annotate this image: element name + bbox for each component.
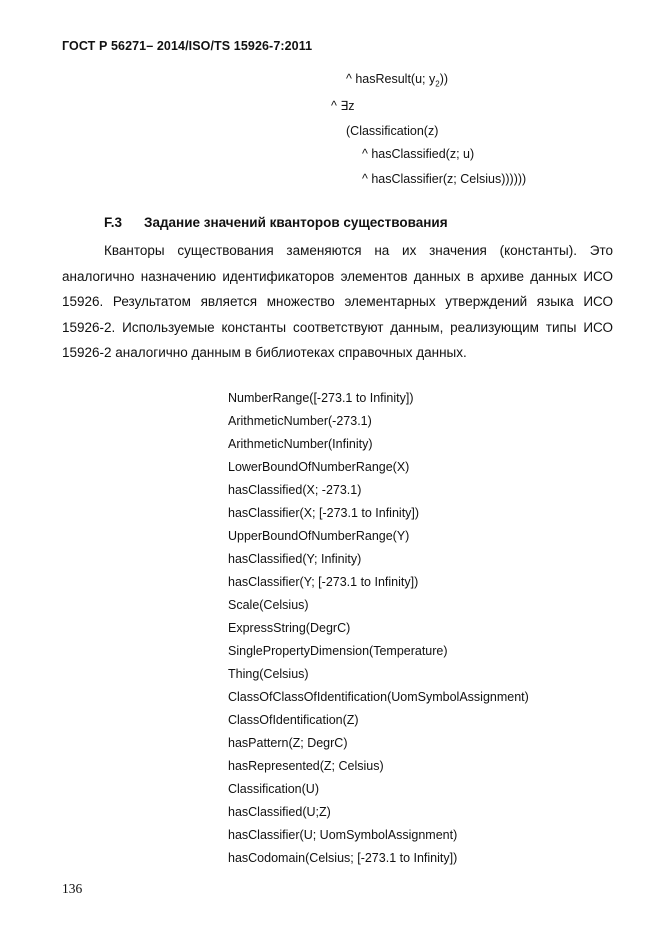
formula-line-classification: (Classification(z) bbox=[346, 124, 439, 138]
statement-list bbox=[228, 387, 529, 870]
list-item: ArithmeticNumber(Infinity) bbox=[228, 437, 373, 451]
list-item: Thing(Celsius) bbox=[228, 667, 309, 681]
list-item: ClassOfClassOfIdentification(UomSymbolAssignment) bbox=[228, 690, 529, 704]
list-item: NumberRange([-273.1 to Infinity]) bbox=[228, 391, 414, 405]
list-item: hasClassified(X; -273.1) bbox=[228, 483, 362, 497]
formula-line-has-result bbox=[346, 72, 448, 89]
section-number: F.3 bbox=[104, 215, 123, 230]
formula-line-has-result-close: )) bbox=[439, 72, 449, 86]
list-item: hasCodomain(Celsius; [-273.1 to Infinity]) bbox=[228, 851, 458, 865]
list-item: Scale(Celsius) bbox=[228, 598, 309, 612]
list-item: hasClassifier(U; UomSymbolAssignment) bbox=[228, 828, 458, 842]
list-item: ClassOfIdentification(Z) bbox=[228, 713, 359, 727]
section-title: Задание значений кванторов существования bbox=[144, 215, 448, 230]
body-paragraph bbox=[62, 238, 613, 366]
list-item: SinglePropertyDimension(Temperature) bbox=[228, 644, 448, 658]
page-number: 136 bbox=[62, 881, 83, 896]
list-item: hasClassified(U;Z) bbox=[228, 805, 331, 819]
list-item: ArithmeticNumber(-273.1) bbox=[228, 414, 372, 428]
formula-line-has-classified: ^ hasClassified(z; u) bbox=[362, 147, 475, 161]
list-item: hasClassifier(X; [-273.1 to Infinity]) bbox=[228, 506, 420, 520]
section-heading bbox=[104, 215, 448, 230]
list-item: hasClassified(Y; Infinity) bbox=[228, 552, 362, 566]
list-item: LowerBoundOfNumberRange(X) bbox=[228, 460, 410, 474]
formula-line-has-classifier: ^ hasClassifier(z; Celsius)))))) bbox=[362, 172, 527, 186]
list-item: hasPattern(Z; DegrC) bbox=[228, 736, 348, 750]
list-item: UpperBoundOfNumberRange(Y) bbox=[228, 529, 410, 543]
formula-line-has-result-text: ^ hasResult(u; y bbox=[346, 72, 436, 86]
paragraph-text: Кванторы существования заменяются на их значения (константы). Это аналогично назначению идентификаторов элементов данных в архиве данных ИСО 15926. Результатом является множество элементарных утверждений языка ИСО 15926-2. Используемые константы соответствуют данным, реализующим типы ИСО 15926-2 аналогично данным в библиотеках справочных данных. bbox=[62, 243, 613, 360]
list-item: hasRepresented(Z; Celsius) bbox=[228, 759, 384, 773]
list-item: Classification(U) bbox=[228, 782, 319, 796]
formula-subscript: 2 bbox=[435, 79, 440, 89]
list-item: ExpressString(DegrC) bbox=[228, 621, 351, 635]
formula-line-exists: ^ ∃z bbox=[331, 99, 355, 113]
document-header: ГОСТ Р 56271– 2014/ISO/TS 15926-7:2011 bbox=[62, 39, 313, 53]
list-item: hasClassifier(Y; [-273.1 to Infinity]) bbox=[228, 575, 419, 589]
